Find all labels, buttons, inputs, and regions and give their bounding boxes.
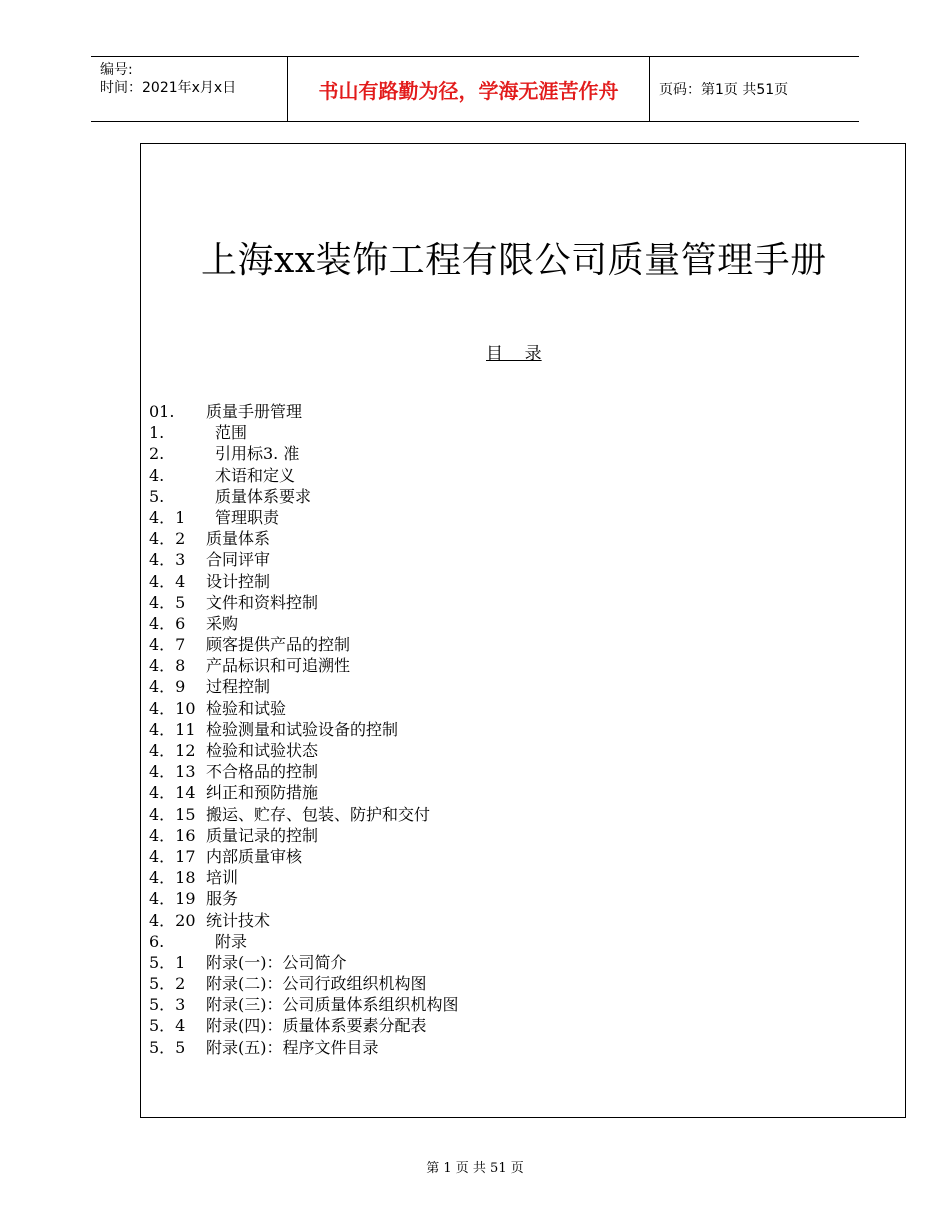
toc-entry-number: 4．11	[149, 719, 196, 739]
toc-entry	[149, 507, 849, 528]
toc-entry	[149, 613, 849, 634]
toc-entry-text: 质量体系	[206, 529, 271, 549]
toc-entry-number: 4．19	[149, 889, 196, 909]
document-number-label: 编号:	[100, 62, 133, 78]
toc-entry-text: 搬运、贮存、包装、防护和交付	[206, 804, 431, 824]
toc-entry	[149, 910, 849, 931]
toc-entry-number: 2.	[149, 444, 165, 464]
toc-entry-number: 4．1	[149, 507, 186, 527]
toc-entry	[149, 571, 849, 592]
toc-entry-number: 5.	[149, 486, 165, 506]
toc-entry-text: 内部质量审核	[206, 846, 303, 866]
toc-entry-number: 5．2	[149, 974, 186, 994]
page-footer: 第 1 页 共 51 页	[426, 1161, 524, 1176]
toc-entry-text: 质量手册管理	[206, 402, 303, 421]
toc-entry-number: 4．7	[149, 635, 186, 655]
toc-entry	[149, 1015, 849, 1036]
toc-entry	[149, 655, 849, 676]
toc-entry-text: 范围	[215, 423, 248, 443]
toc-entry-text: 检验和试验状态	[206, 741, 319, 760]
toc-entry	[149, 761, 849, 782]
toc-entry-number: 4．14	[149, 783, 196, 803]
toc-entry-text: 附录(五)：程序文件目录	[206, 1037, 379, 1057]
toc-entry	[149, 719, 849, 740]
toc-entry-text: 附录(三)：公司质量体系组织机构图	[206, 995, 459, 1015]
toc-entry-number: 4．6	[149, 613, 186, 633]
toc-entry	[149, 592, 849, 613]
toc-entry	[149, 952, 849, 973]
toc-entry	[149, 867, 849, 888]
toc-entry-text: 术语和定义	[215, 465, 296, 485]
toc-entry-number: 4．15	[149, 804, 196, 824]
toc-entry	[149, 782, 849, 803]
toc-entry-text: 纠正和预防措施	[206, 783, 319, 803]
toc-entry-text: 检验测量和试验设备的控制	[206, 719, 399, 739]
toc-entry-number: 4．4	[149, 571, 186, 591]
toc-entry-text: 顾客提供产品的控制	[206, 635, 351, 655]
toc-entry-text: 附录	[215, 931, 248, 951]
toc-entry	[149, 846, 849, 867]
toc-entry-number: 5．5	[149, 1037, 186, 1057]
toc-entry-number: 4．10	[149, 698, 196, 718]
table-of-contents	[149, 401, 849, 1058]
toc-entry-text: 设计控制	[206, 571, 271, 591]
toc-entry	[149, 676, 849, 697]
toc-entry-number: 4．13	[149, 762, 196, 782]
toc-entry	[149, 804, 849, 825]
header-motto: 书山有路勤为径，学海无涯苦作舟	[287, 57, 650, 121]
toc-entry-number: 1.	[149, 423, 165, 443]
toc-entry	[149, 422, 849, 443]
toc-entry-text: 培训	[206, 868, 239, 888]
toc-entry	[149, 528, 849, 549]
toc-entry	[149, 825, 849, 846]
toc-entry-number: 6.	[149, 931, 165, 951]
toc-entry	[149, 401, 849, 422]
toc-entry-text: 合同评审	[206, 550, 271, 570]
toc-entry	[149, 740, 849, 761]
toc-entry-number: 5．4	[149, 1016, 186, 1036]
page-header	[91, 56, 859, 122]
header-page-info: 页码：第1页 共51页	[659, 82, 789, 98]
content-frame	[140, 143, 906, 1118]
toc-entry-text: 文件和资料控制	[206, 592, 319, 612]
toc-entry-text: 质量体系要求	[215, 486, 312, 506]
toc-entry-text: 检验和试验	[206, 698, 287, 718]
toc-entry	[149, 486, 849, 507]
toc-entry-text: 过程控制	[206, 677, 271, 697]
toc-entry-text: 不合格品的控制	[206, 762, 319, 782]
toc-entry-number: 4．12	[149, 741, 196, 760]
header-meta	[91, 57, 287, 121]
toc-entry-number: 4．17	[149, 846, 196, 866]
toc-entry	[149, 443, 849, 464]
toc-entry	[149, 634, 849, 655]
toc-entry-text: 管理职责	[215, 507, 280, 527]
toc-heading: 目 录	[486, 344, 542, 364]
toc-entry	[149, 549, 849, 570]
toc-entry-text: 采购	[206, 613, 239, 633]
toc-entry-number: 4．20	[149, 910, 196, 930]
toc-entry	[149, 1037, 849, 1058]
toc-entry-number: 4．18	[149, 868, 196, 888]
toc-entry-text: 统计技术	[206, 910, 271, 930]
toc-entry-text: 附录(二)：公司行政组织机构图	[206, 974, 427, 994]
document-time-label: 时间：2021年x月x日	[100, 80, 237, 96]
toc-entry-text: 附录(四)：质量体系要素分配表	[206, 1016, 427, 1036]
toc-entry	[149, 973, 849, 994]
toc-entry-number: 01.	[149, 402, 175, 421]
toc-entry-text: 附录(一)：公司简介	[206, 952, 347, 972]
toc-entry-number: 5．1	[149, 952, 186, 972]
toc-entry	[149, 465, 849, 486]
toc-entry-text: 服务	[206, 889, 239, 909]
toc-entry-number: 4．2	[149, 529, 186, 549]
toc-entry-number: 4．16	[149, 825, 196, 845]
toc-entry	[149, 994, 849, 1015]
toc-entry	[149, 931, 849, 952]
document-title: 上海xx装饰工程有限公司质量管理手册	[201, 240, 827, 281]
toc-entry-text: 引用标3. 准	[215, 444, 300, 464]
toc-entry	[149, 698, 849, 719]
toc-entry-text: 质量记录的控制	[206, 825, 319, 845]
toc-entry-number: 4．5	[149, 592, 186, 612]
toc-entry-number: 4．8	[149, 656, 186, 676]
toc-entry-text: 产品标识和可追溯性	[206, 656, 351, 676]
toc-entry	[149, 888, 849, 909]
toc-entry-number: 4．3	[149, 550, 186, 570]
toc-entry-number: 4．9	[149, 677, 186, 697]
toc-entry-number: 5．3	[149, 995, 186, 1015]
toc-entry-number: 4.	[149, 465, 165, 485]
